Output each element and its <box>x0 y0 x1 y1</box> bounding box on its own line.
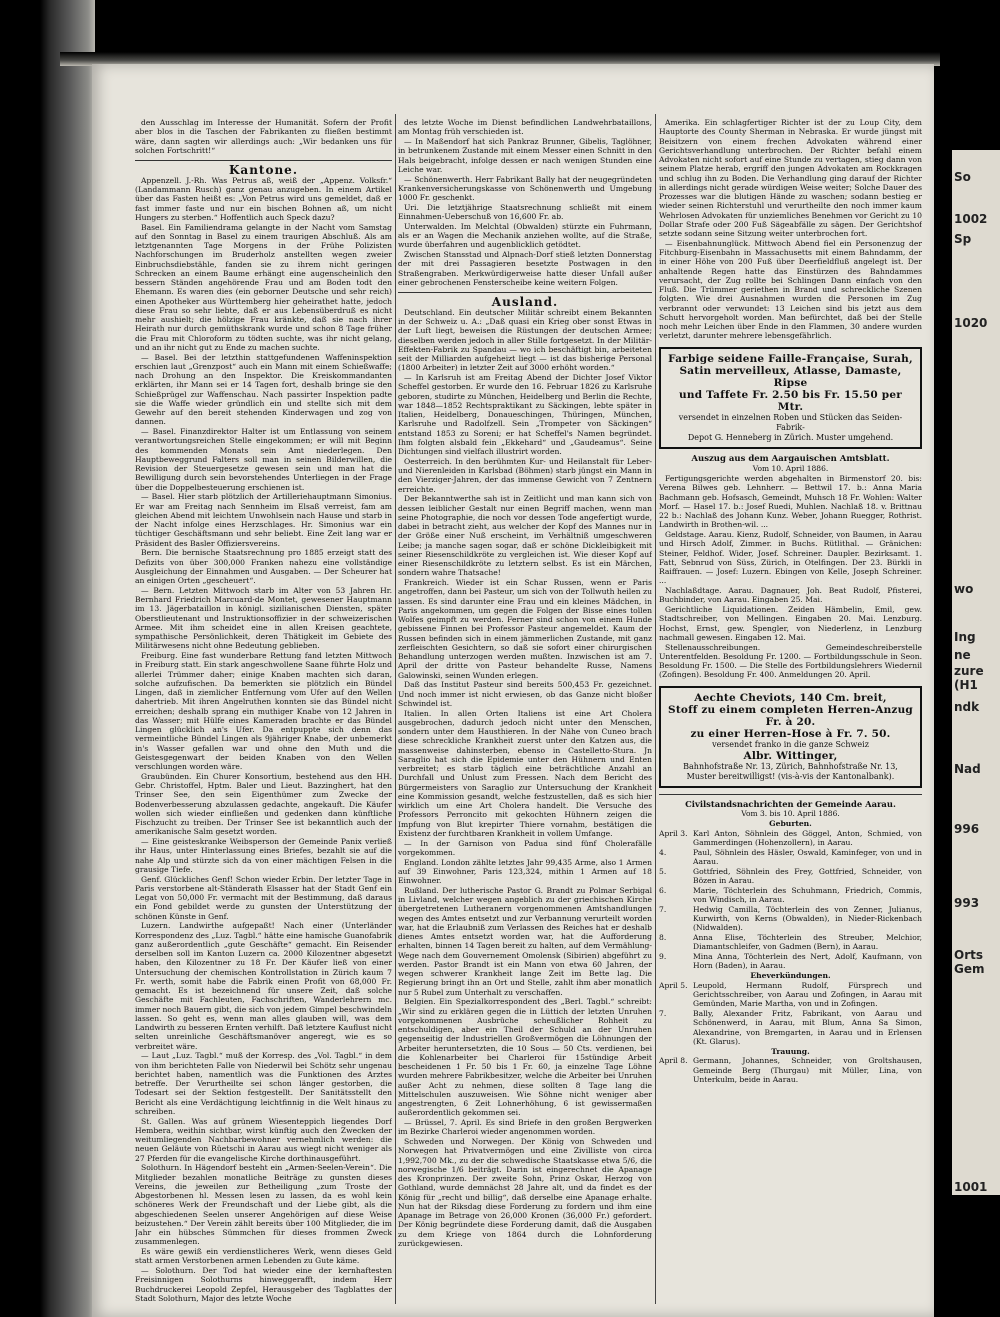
civil-registry-dates: Vom 3. bis 10. April 1886. <box>741 809 840 819</box>
column-rule <box>395 114 396 1304</box>
entry-date: April 3. <box>659 828 688 838</box>
registry-entry <box>659 905 922 933</box>
adjacent-page-fragment: (H1 <box>954 678 978 692</box>
entry-text: Germann, Johannes, Schneider, von Groltshausen, Gemeinde Berg (Thurgau) mit Müller, Lina, von Unterkulm, beide in Aarau. <box>693 1056 922 1084</box>
paragraph: — In Maßendorf hat sich Pankraz Brunner, Gibelis, Taglöhner, in betrunkenem Zustande mit einem Messer einen Schnitt in den Hals beigebracht, infolge dessen er nach wenigen Stunden eine Leiche war. <box>398 137 652 174</box>
divider <box>398 292 652 293</box>
births-heading: Geburten. <box>769 819 812 828</box>
entry-text: Gottfried, Söhnlein des Frey, Gottfried, Schneider, von Bözen in Aarau. <box>693 866 922 885</box>
paragraph: Schweden und Norwegen. Der König von Schweden und Norwegen hat Privatvermögen und eine Zivilliste von circa 1,992,700 Mk., zu der die schwedische Staatskasse etwa 5/6, die norwegische 1/6 beiträgt. Darin ist eingerechnet die Apanage des Kronprinzen. Der zweite Sohn, Prinz Oskar, Herzog von Gothland, wurde demnächst 28 Jahre alt, und da findet es der König für „recht und billig“, daß derselbe eine Apanage erhalte. Nun hat der Riksdag diese Forderung zu fordern und ihm eine Apanage im Betrage von 26,000 Kronen (36,000 Fr.) gefordert. Der König begründete diese Forderung damit, daß die Ausgaben zu dem Kriege von 1864 durch die Lohnforderung zurückgewiesen. <box>398 1137 652 1248</box>
paragraph: Zwischen Stansstad und Alpnach-Dorf stieß letzten Donnerstag der mit drei Passagieren besetzte Postwagen in den Straßengraben. Merkwürdigerweise hatte dieser Unfall außer einer gebrochenen Fensterscheibe keine weitern Folgen. <box>398 250 652 287</box>
paragraph: — Eisenbahnunglück. Mittwoch Abend fiel ein Personenzug der Fitchburg-Eisenbahn in Massachusetts mit einem Bahndamm, der in einer Höhe von 200 Fuß über Deerfieldfluß angelegt ist. Der anhaltende Regen hatte das Einstürzen des Bahndammes verursacht, der Zug rollte bei Schlingen Dann einfach von den Fluß. Die Trümmer geriethen in Brand und schreckliche Szenen folgten. Wie drei Ausnahmen wurden die Personen im Zug verbrannt oder verwundet: 13 Leichen sind bis jetzt aus dem Schutt hervorgeholt worden. Man befürchtet, daß bei der Stelle noch mehr Leichen über Ende in den Flammen, 30 andere wurden verletzt, darunter mehrere lebensgefährlich. <box>659 238 922 341</box>
registry-entry <box>659 848 922 867</box>
ad-line: Stoff zu einem completen Herren-Anzug Fr. à 20. <box>668 703 913 728</box>
paragraph: Belgien. Ein Spezialkorrespondent des „Berl. Tagbl.“ schreibt: „Wir sind zu erklären gegen die in Lüttich der letzten Unruhen vorgekommenen Ausbrüche scheußlicher Rohheit zu entschuldigen, aber ein Theil der Schuld an der Unruhen gegenseitig der Industriellen Großvermögen die Löhnungen der Arbeiter heruntersetzten, die 10 Sous — 50 Cts. verdienen, bei die Kohlenarbeiter bei Charleroi für 15stündige Arbeit bescheidenen 1 Fr. 50 bis 1 Fr. 60, ja einzelne Tage Löhne wurden mehrere Fabrikbesitzer, welche die Arbeiter bei Unruhen außer Acht zu nehmen, diese sollten 8 Tage lang die Mittelschulen auszuweisen. Wie Söhne nicht weniger aber angestrengten, 6 Zeit Lohnerhöhung, 6 ist gewissermaßen außerordentlich gekommen sei. <box>398 997 652 1118</box>
entry-text: Leupold, Hermann Rudolf, Fürsprech und Gerichtsschreiber, von Aarau und Zofingen, in Aarau mit Gemünden, Marie Martha, von und in Zofingen. <box>693 980 922 1009</box>
adjacent-page-fragment: 1020 <box>954 316 988 330</box>
divider <box>135 160 392 161</box>
adjacent-page-fragment: 1002 <box>954 212 988 226</box>
column-rule <box>655 114 656 1304</box>
registry-entry <box>659 933 922 952</box>
entry-date: April 5. <box>659 980 688 990</box>
entry-date: 4. <box>659 847 667 857</box>
entry-text: Hedwig Camilla, Töchterlein des von Zenner, Julianus, Kurwirth, von Kerns (Obwalden), in Nieder-Rickenbach (Nidwalden). <box>693 904 922 933</box>
adjacent-page-fragment: Ing <box>954 630 976 644</box>
entry-text: Mina Anna, Töchterlein des Nert, Adolf, Kaufmann, von Horn (Baden), in Aarau. <box>693 952 922 971</box>
section-heading-kantone: Kantone. <box>228 163 298 177</box>
ad-line: Albr. Wittinger, <box>743 749 838 762</box>
adjacent-page-fragment: zure <box>954 664 984 678</box>
weddings-heading: Trauung. <box>771 1046 810 1056</box>
ad-line: Depot G. Henneberg in Zürich. Muster umgehend. <box>687 432 894 442</box>
paragraph: des letzte Woche im Dienst befindlichen Landwehrbataillons, am Montag früh verschieden ist. <box>398 118 652 137</box>
paragraph: Unterwalden. Im Melchtal (Obwalden) stürzte ein Fuhrmann, als er an Wagen die Mechanik anziehen wollte, auf die Straße, wurde überfahren und augenblicklich getödtet. <box>398 221 652 250</box>
paragraph: — Basel. Bei der letzthin stattgefundenen Waffeninspektion erschien laut „Grenzpost“ auch ein Mann mit einem Schießwaffe; nach Drohung an den Inspektor. Die Kreiskommandanten erklärten, ihr Mann sei er 14 Tagen fort, deshalb bringe sie den Schießprügel zur Waffenschau. Nach passirter Inspektion padte sie die Waffe wieder gründlich ein und stellte sich mit dem Gewehr auf den bereit stehenden Kinderwagen und zog von dannen. <box>135 352 392 427</box>
registry-entry <box>659 1009 922 1046</box>
ad-line: Muster bereitwilligst! (vis-à-vis der Kantonalbank). <box>686 771 895 781</box>
paragraph: Solothurn. In Hägendorf besteht ein „Armen-Seelen-Verein“. Die Mitglieder bezahlen monatliche Beiträge zu gunsten dieses Vereins, die jeweilen zur Betheiligung „zum Troste der Abgestorbenen hl. Messen lesen zu lassen, da es wohl kein schöneres Werk der Freundschaft und der Liebe gibt, als die abgeschiedenen Seelen unserer Angehörigen auf diese Weise beizustehen.“ Der Verein zählt bereits über 100 Mitglieder, die im Jahr ein hübsches Sümmchen für dieses frommen Zweck zusammenlegen. <box>135 1163 392 1247</box>
paragraph: Appenzell. J.-Rh. Was Petrus aß, weiß der „Appenz. Volksfr.“ (Landammann Rusch) ganz genau anzugeben. In einem Artikel über das Fasten heißt es: „Von Petrus wird uns gemeldet, daß er fast immer faste und nur ein bischen Bohnen aß, um nicht Hungers zu sterben.“ Hoffentlich auch Speck dazu? <box>135 175 392 222</box>
paragraph: Genf. Glückliches Genf! Schon wieder Erbin. Der letzter Tage in Paris verstorbene alt-Ständerath Elsasser hat der Stadt Genf ein Legat von 50,000 Fr. vermacht mit der Bestimmung, daß daraus ein Fond gebildet werde zu gunsten der Unterstützung der schönen Künste in Genf. <box>135 874 392 921</box>
paragraph: — Bern. Letzten Mittwoch starb im Alter von 53 Jahren Hr. Bernhard Friedrich Marcuard-de Montet, gewesener Hauptmann im 13. Jägerbataillon in königl. sizilianischen Diensten, später Oberstlieutenant und Instruktionsoffizier in der schweizerischen Armee. Mit ihm scheidet eine in allen Kreisen geachtete, sympathische Persönlichkeit, deren Thätigkeit im Gebiete des Militärwesens nicht ohne Bedeutung geblieben. <box>135 585 392 651</box>
column-3 <box>659 118 922 1303</box>
paragraph: Oesterreich. In den berühmten Kur- und Heilanstalt für Leber- und Nierenleiden in Karlsbad (Böhmen) starb jüngst ein Mann in den Vierziger-Jahren, der das immense Gewicht von 7 Zentnern erreichte. <box>398 456 652 494</box>
registry-entry <box>659 829 922 848</box>
adjacent-page-fragment: 1001 <box>954 1180 988 1194</box>
entry-date: 9. <box>659 952 667 961</box>
amtsblatt-heading: Auszug aus dem Aargauischen Amtsblatt. <box>691 453 890 464</box>
paragraph: Es wäre gewiß ein verdienstlicheres Werk, wenn dieses Geld statt armen Verstorbenen armen Lebenden zu Gute käme. <box>135 1247 392 1266</box>
entry-text: Bally, Alexander Fritz, Fabrikant, von Aarau und Schönenwerd, in Aarau, mit Blum, Anna Sa Simon, Alexandrine, von Bremgarten, in Aarau und in Erlensen (Kt. Glarus). <box>693 1009 922 1046</box>
paragraph: Luzern. Landwirthe aufgepaßt! Nach einer (Unterländer Korrespondenz des „Luz. Tagbl.“ hätte eine hamische Guanofabrik ganz außerordentlich „gute Geschäfte“ gemacht. Ein Reisender derselben soll im Kanton Luzern ca. 2000 Kilozentner abgesetzt haben, den Kilozentner zu 18 Fr. Der Käufer ließ von einer Untersuchung der chemischen Kontrollstation in Zürich kaum 7 Fr. werth, somit habe die Fabrik einen Profit von 68,000 Fr. gemacht. Es ist bezeichnend für unsere Zeit, daß solche Geschäfte mit Fachleuten, Fachschriften, Wanderlehrern mc. immer noch Bauern gibt, die sich von jedem Gimpel beschwindeln lassen. So geht es, wenn man alles glauben will, was dem Landwirth zu besseren Ernten verhilft. Daß letztere Kauflust nicht selten unreinliche Geschäftsmanöver angeregt, wie es so verbreitet wäre. <box>135 921 392 1051</box>
paragraph: — In der Garnison von Padua sind fünf Cholerafälle vorgekommen. <box>398 838 652 857</box>
adjacent-page-fragment: Gem <box>954 962 985 976</box>
registry-entry <box>659 981 922 1009</box>
divider <box>659 794 922 795</box>
paragraph: Der Bekanntwerthe sah ist in Zeitlicht und man kann sich von dessen leiblicher Gestalt nur einen Begriff machen, wenn man seine Photographie, die noch vor dessen Tode angefertigt wurde, dabei in betracht zieht, aus welcher der Kopf des Mannes nur in der Größe einer Nuß erscheint, im Verhältniß umgeschweren Leibe; ja manche sagen sogar, daß er schöne Dickleibigkeit mit seiner Riesenschildkröte zu vergleichen ist. Wie dieser Kopf auf einer Riesenschildkröte zu letztern selbst. Es ist ein Märchen, sondern wahre Thatsache! <box>398 494 652 578</box>
ad-line: Farbige seidene Faille-Française, Surah, <box>668 352 913 365</box>
paragraph: Gerichtliche Liquidationen. Zeiden Hämbelin, Emil, gew. Stadtschreiber, von Mellingen. Eingaben 20. Mai. Lenzburg. Hochst, Ernst, gew. Spengler, von Niederlenz, in Lenzburg nachmall gewesen. Eingaben 12. Mai. <box>659 605 922 642</box>
paragraph: Nachlaßdtage. Aarau. Dagnauer, Joh. Beat Rudolf, Pfisterei, Buchbinder, von Aarau. Eingaben 25. Mai. <box>659 586 922 605</box>
paragraph: — Eine geisteskranke Weibsperson der Gemeinde Panix verließ ihr Haus, unter Hinterlassung eines Briefes, bezahlt sie auf die nahe Alp und stürzte sich da von einer mächtigen Felsen in die grausige Tiefe. <box>135 837 392 874</box>
book-binding <box>0 0 95 1317</box>
adjacent-page-fragment: Sp <box>954 232 972 246</box>
entry-date: April 8. <box>659 1056 688 1066</box>
registry-entry <box>659 1056 922 1084</box>
paragraph: Deutschland. Ein deutscher Militär schreibt einem Bekannten in der Schweiz u. A.: „Daß quasi ein Krieg ober sonst Etwas in der Luft liegt, beweisen die Rüstungen der deutschen Armee; dieselben werden jedoch in aller Stille fortgesetzt. In der Militär-Effekten-Fabrik zu Spandau — wo ich beschäftigt bin, arbeiteten seit der Milliarden aufgeheizt liegt — ist das bisherige Personal (1800 Arbeiter) in letzter Zeit auf 3000 erhöht worden.“ <box>398 307 652 373</box>
marriages-heading: Eheverkündungen. <box>750 971 831 980</box>
paragraph: Italien. In allen Orten Italiens ist eine Art Cholera ausgebrochen, dadurch jedoch nicht unter den Menschen, sondern unter dem Hausthieren. In der Nähe von Cuneo brach diese schreckliche Krankheit zuerst unter den Katzen aus, die massenweise dahinsterben, ebenso in Castelletto-Stura. Jn Saraglio hat sich die Epidemie unter den Hühnern und Enten verbreitet; es starb täglich eine beträchtliche Anzahl an Durchfall und Unlust zum Fressen. Nach dem Bericht des Bürgermeisters von Saraglio zur Untersuchung der Krankheit eine Kommission gesandt, welche festzustellen, daß es sich hier wirklich um eine Art Cholera handelt. Die Versuche des Professors Perroncito mit gekochten Hühnern zeigen die Impfung von Blut krepirter Thiere vornahm, bestätigen die Existenz der furchtbaren Krankheit in vollem Umfange. <box>398 708 652 838</box>
entry-date: 8. <box>659 933 667 942</box>
entry-date: 7. <box>659 904 667 914</box>
paragraph: Basel. Ein Familiendrama gelangte in der Nacht vom Samstag auf den Sonntag in Basel zu einem traurigen Abschluß. Als am letztgenannten Tage Morgens in der Frühe Polizisten Nachforschungen im Bruderholz anstellten wegen zweier Einbruchsdiebstähle, fanden sie zu ihrem nicht geringen Schrecken an einem Baume erhängt eine augenscheinlich den bessern Ständen angehörende Frau und am Boden todt den Ehemann. Es waren dies (ein geborner Deutsche und sehr reich) einen Apotheker aus Württemberg hier geheirathet hatte, jedoch diese Frau so sehr liebte, daß er aus Lebensüberdruß es nicht mehr aushielt; die hölzige Frau kränkte, daß sie nach ihrer Heirath nur durch gemüthskrank wurde und schon 8 Tage früher die Frau mit Chloroform zu tödten suchte, was ihr nicht gelang, und an ihr nicht gut zu Ende zu machen suchte. <box>135 222 392 352</box>
entry-date: 5. <box>659 866 667 876</box>
advertisement-cheviots <box>659 686 922 788</box>
adjacent-page-fragment: So <box>954 170 971 184</box>
paragraph: — Solothurn. Der Tod hat wieder eine der kernhaftesten Freisinnigen Solothurns hinweggerafft, indem Herr Buchdruckerei Leopold Zepfel, Herausgeber des Tagblattes der Stadt Solothurn, Major des letzte Woche <box>135 1266 392 1303</box>
adjacent-page-fragment: wo <box>954 582 974 596</box>
amtsblatt-date: Vom 10. April 1886. <box>752 464 829 474</box>
paragraph: St. Gallen. Was auf grünem Wiesenteppich liegendes Dorf Hembera, weithin sichtbar, wirst künftig auch den Zwecken der weitumliegenden Nachbarbewohner vernehmlich werden: die neuen Geläute von Rüetschi in Aarau aus wiegt nicht weniger als 27 Pferden für die evangelische Kirche dorthinausgeführt. <box>135 1116 392 1163</box>
adjacent-page-fragment: 996 <box>954 822 980 836</box>
entry-text: Karl Anton, Söhnlein des Göggel, Anton, Schmied, von Gammerdingen (Hohenzollern), in Aarau. <box>693 828 922 847</box>
paragraph: Frankreich. Wieder ist ein Schar Russen, wenn er Paris angetroffen, dann bei Pasteur, um sich von der Tollwuth heilen zu lassen. Es sind darunter eine Frau und ein kleines Mädchen, in Paris angekommen, um gegen die Folgen der Bisse eines tollen Wolfes geimpft zu werden. Ferner sind schon von einem Hunde gebissene Finnen bei Professor Pasteur angemeldet. Kaum der Russen befinden sich in einem jämmerlichen Zustande, mit ganz zerfleischten Gesichtern, so daß sie sofort einer chirurgischen Behandlung unterzogen werden mußten. Inzwischen ist am 7. April der dritte von Pasteur behandelte Russe, Namens Galowinski, seinen Wunden erlegen. <box>398 578 652 680</box>
adjacent-page-fragment: 993 <box>954 896 980 910</box>
ad-line: zu einer Herren-Hose à Fr. 7. 50. <box>690 727 891 740</box>
paragraph: Amerika. Ein schlagfertiger Richter ist der zu Loup City, dem Hauptorte des County Sherman in Nebraska. Er wurde jüngst mit Beisitzern von einem frechen Advokaten während einer Gerichtsverhandlung unterbrochen. Der Richter befahl einem Advokaten nicht sofort auf eine Stunde zu vertagen, stieg dann von seinem Platze herab, ergriff den jungen Advokaten am Rockkragen und schlug ihn zu Boden. Die Verhandlung ging darauf der Richter in allerdings nicht gerade würdigen Weise weiter; Solche Dauer des Prozesses war die blutigen Hände zu waschen; sodann bestieg er wieder seinen Richterstuhl und verurtheilte den noch immer kaum Wehrlosen Advokaten für unziemliches Benehmen vor Gericht zu 10 Dollar Strafe oder 200 Fuß Sägeabfälle zu sägen. Der Gerichtshof setzte sodann seine Sitzung weiter unterbrochen fort. <box>659 118 922 238</box>
ad-line: Satin merveilleux, Atlasse, Damaste, Ripse <box>679 364 902 389</box>
paragraph: Fertigungsgerichte werden abgehalten in Birmenstorf 20. bis: Verena Bilwes geb. Lehnherr. — Bettwil 17. b.: Anna Maria Bachmann geb. Hofsasch, Gemeindt, Muhsch 18 Fr. Wohlen: Walter Morf. — Hasel 17. b.: Josef Ruedi, Muhlen. Nachlaß 18. v. Brittnau 22 b.: Nachlaß des Johann Kunz. Weber, Johann Ruegger, Rothrist. Landwirth in Brothen-wil. ... <box>659 474 922 530</box>
paragraph: Daß das Institut Pasteur sind bereits 500,453 Fr. gezeichnet. Und noch immer ist nicht erwiesen, ob das Ganze nicht bloßer Schwindel ist. <box>398 680 652 708</box>
ad-line: Aechte Cheviots, 140 Cm. breit, <box>694 691 887 704</box>
registry-entry <box>659 886 922 905</box>
paragraph: — Basel. Hier starb plötzlich der Artilleriehauptmann Simonius. Er war am Freitag nach Sennheim im Elsaß verreist, fam am gleichen Abend mit leichtem Unwohlsein nach Hause und starb in der Nacht infolge eines Herzschlages. Hr. Simonius war ein tüchtiger Geschäftsmann und sehr beliebt. Eine Zeit lang war er Präsident des Basler Offiziersvereins. <box>135 492 392 548</box>
registry-entry <box>659 867 922 886</box>
paragraph: Geldstage. Aarau. Kienz, Rudolf, Schneider, von Baumen, in Aarau und Hirsch Adolf, Zimmer. in Buchs. Rütlithal. — Gränichen: Steiner, Feldhof. Wider, Josef. Schreiner. Daupler. Bezirksamt. 1. Fatt, Sebnrud von Süss, Zürich, in Otelfingen. Der 23. Bürkli in Raiffrauen. — Josef: Luzern. Ebingen von Kelle, Joseph Schreiner. ... <box>659 530 922 586</box>
paragraph: — Laut „Luz. Tagbl.“ muß der Korresp. des „Vol. Tagbl.“ in dem von ihm berichteten Falle von Niederwil bei Schötz sehr ungenau berichtet haben, namentlich was die Funktionen des Arztes betreffe. Der Verurtheilte sei schon länger gestorben, die Todesart sei der Sektion festgestellt. Der Sanitätsstellt den Bericht als eine Verdächtigung leichtfinnig in die Welt hinaus zu schreiben. <box>135 1051 392 1116</box>
adjacent-page-fragment: Nad <box>954 762 981 776</box>
ad-line: versendet franko in die ganze Schweiz <box>712 739 869 749</box>
paragraph: den Ausschlag im Interesse der Humanität. Sofern der Profit aber blos in die Taschen der Fabrikanten zu fließen bestimmt wäre, dann sagten wir allerdings auch: „Wir bedanken uns für solchen Fortschritt!“ <box>135 118 392 155</box>
adjacent-page-fragment: ne <box>954 648 971 662</box>
paragraph: England. London zählte letztes Jahr 99,435 Arme, also 1 Armen auf 39 Einwohner, Paris 123,324, mithin 1 Armen auf 18 Einwohner. <box>398 857 652 885</box>
paragraph: Rußland. Der lutherische Pastor G. Brandt zu Polmar Serbigal in Livland, welcher wegen angeblich zu der griechischen Kirche übergetretenen Lutheranern vorgenommenen Amtshandlungen wegen des Amtes entsetzt und zur Verbannung verurteilt worden war, hat die Erlaubniß zum Verlassen des Reiches hat er deshalb dienes Amtes entsetzt worden war, hat die Aufforderung erhalten, binnen 14 Tagen bereit zu halten, auf dem Vermählung-Wege nach dem Gouvernement Omolensk (Sibirien) abgeführt zu werden. Pastor Brandt ist ein Mann von etwa 60 Jahren, der wegen schwerer Krankheit lange Zeit im Bette lag. Die Regierung bringt ihn an Ort und Stelle, zahlt ihm aber monatlich nur 5 Rubel zum Unterhalt zu verschaffen. <box>398 885 652 997</box>
entry-text: Marie, Töchterlein des Schuhmann, Friedrich, Commis, von Windisch, in Aarau. <box>693 885 922 904</box>
paragraph: — Basel. Finanzdirektor Halter ist um Entlassung von seinem verantwortungsreichen Stelle eingekommen; er will mit Beginn des kommenden Monats sein Amt niederlegen. Den Hauptbeweggrund Falters soll man in seinen Bilderwillen, die Revision der Steuergesetze gewesen sein und man hat die Bewilligung durch sein bevorstehendes Unterliegen in der Frage über die Doppelbesteuerung erschienen ist. <box>135 427 392 492</box>
column-1 <box>135 118 392 1303</box>
column-2 <box>398 118 652 1303</box>
entry-text: Anna Elise, Töchterlein des Streuber, Melchior, Diamantschleifer, von Gadmen (Bern), in Aarau. <box>693 933 922 952</box>
paragraph: Freiburg. Eine fast wunderbare Rettung fand letzten Mittwoch in Freiburg statt. Ein stark angeschwollene Saane führte Holz und allerlei Trümmer daher; einige Knaben machten sich daran, solche aufzufischen. Da bemerkten sie plötzlich ein Bündel Lingen, daß in ziemlicher Entfernung vom Ufer auf den Wellen dahertrieb. Mit ihren Angelruthen konnten sie das Bündel nicht erreichen; deshalb sprang ein muthiger Knabe von 12 Jahren in das Wasser; mit Hülfe eines Kameraden brachte er das Bündel Lingen glücklich an's Ufer. Da entpuppte sich denn das vermeintliche Bündel Lingen als 9jähriger Knabe, der unbemerkt in's Wasser gefallen war und ohne den Muth und die Geistesgegenwart der beiden Knaben von den Wellen verschlungen worden wäre. <box>135 651 392 771</box>
entry-text: Paul, Söhnlein des Häsler, Oswald, Kaminfeger, von und in Aarau. <box>693 847 922 866</box>
ad-line: versendet in einzelnen Roben und Stücken das Seiden-Fabrik- <box>678 412 903 432</box>
civil-registry-heading: Civilstandsnachrichten der Gemeinde Aarau. <box>685 798 896 809</box>
paragraph: Uri. Die letztjährige Staatsrechnung schließt mit einem Einnahmen-Ueberschuß von 16,600 Fr. ab. <box>398 202 652 221</box>
registry-entry <box>659 952 922 971</box>
ad-line: und Taffete Fr. 2.50 bis Fr. 15.50 per Mtr. <box>679 388 902 413</box>
paragraph: Graubünden. Ein Churer Konsortium, bestehend aus den HH. Gebr. Christoffel, Hptm. Baler und Lieut. Bazzinghert, hat den Trinser See, den sein Eigenthümer zum Zwecke der Bodenverbesserung abzulassen gedachte, angekauft. Die Käufer wollen sich wieder einfließen und gedenken dann künftliche Fischzucht zu treiben. Der Trinser See ist bekanntlich auch der amerikanische Salm gesetzt worden. <box>135 771 392 837</box>
adjacent-page-fragment: Orts <box>954 948 983 962</box>
paragraph: Bern. Die bernische Staatsrechnung pro 1885 erzeigt statt des Defizits von über 300,000 Franken nahezu eine vollständige Ausgleichung der Einnahmen und Ausgaben. — Der Scheurer hat an einigen Orten „gescheuert“. <box>135 548 392 585</box>
entry-date: 6. <box>659 885 667 895</box>
section-heading-ausland: Ausland. <box>491 295 559 309</box>
paragraph: Stellenausschreibungen. Gemeindeschreiberstelle Unterentfelden. Besoldung Fr. 1200. — Fortbildungsschule in Seon. Besoldung Fr. 1500. — Die Stelle des Fortbildungslehrers Wiedernil (Zofingen). Besoldung Fr. 400. Anmeldungen 20. April. <box>659 642 922 680</box>
paragraph: — Schönenwerth. Herr Fabrikant Bally hat der neugegründeten Krankenversicherungskasse von Schönenwerth und Umgebung 1000 Fr. geschenkt. <box>398 174 652 202</box>
ad-line: Bahnhofstraße Nr. 13, Zürich, Bahnhofstraße Nr. 13, <box>683 761 898 771</box>
paragraph: — Brüssel, 7. April. Es sind Briefe in den großen Bergwerken im Bezirke Charleroi wieder angenommen worden. <box>398 1118 652 1137</box>
paragraph: — In Karlsruh ist am Freitag Abend der Dichter Josef Viktor Scheffel gestorben. Er wurde den 16. Februar 1826 zu Karlsruhe geboren, studirte zu München, Heidelberg und Berlin die Rechte, war 1848—1852 Rechtspraktikant zu Säckingen, lebte später in Italien, Heidelberg, Donaueschingen, Thüringen, München, Karlsruhe und Radolfzell. Sein „Trompeter von Säckingen“ entstand 1853 zu Soreni; er hat Scheffel's Namen begründet. Ihm folgten alsbald fein „Ekkehard“ und „Gaudeamus“. Seine Dichtungen sind vielfach illustrirt worden. <box>398 373 652 456</box>
adjacent-page-fragment: ndk <box>954 700 980 714</box>
advertisement-silk <box>659 347 922 449</box>
entry-date: 7. <box>659 1009 667 1018</box>
